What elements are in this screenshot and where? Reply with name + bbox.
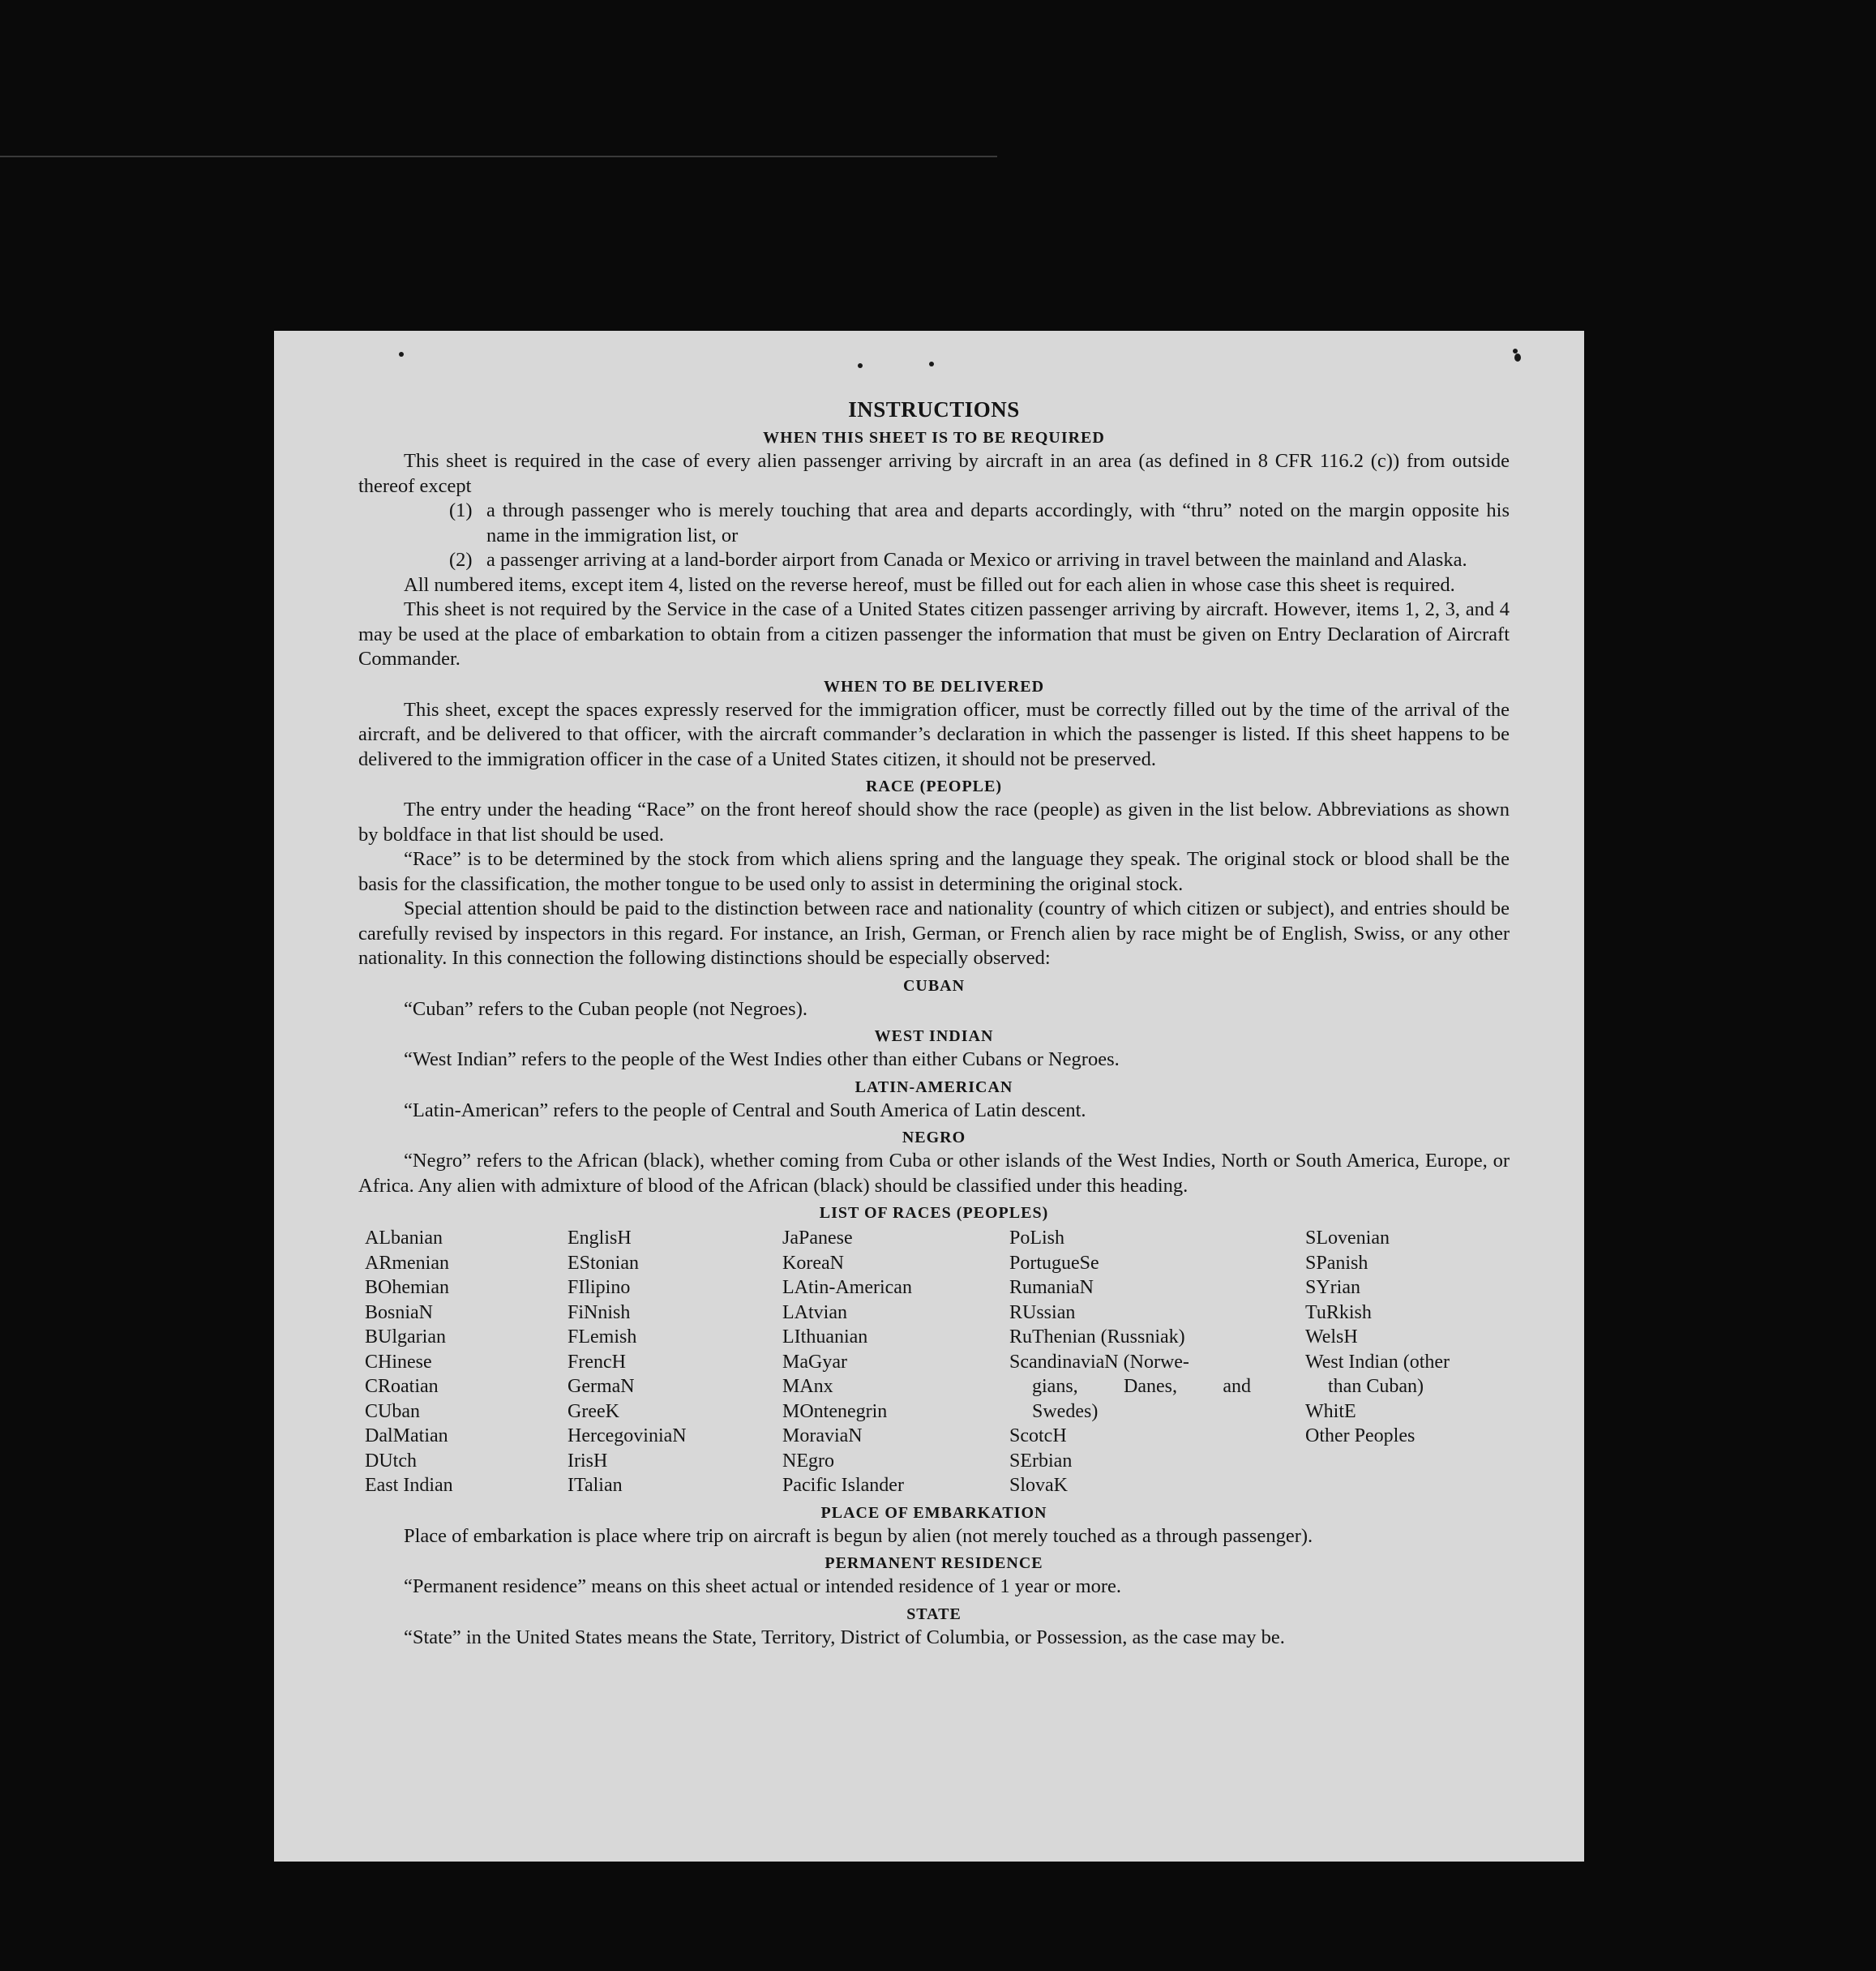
race-entry: DUtch bbox=[365, 1450, 417, 1472]
list-item bbox=[449, 499, 1510, 548]
race-entry: ScotcH bbox=[1009, 1425, 1067, 1446]
race-entry: EStonian bbox=[568, 1252, 639, 1274]
heading-race: RACE (PEOPLE) bbox=[866, 778, 1002, 795]
race-entry: WhitE bbox=[1305, 1400, 1356, 1422]
race-entry: SLovenian bbox=[1305, 1228, 1390, 1249]
race-entry: KoreaN bbox=[782, 1252, 844, 1274]
paragraph: The entry under the heading “Race” on the front hereof should show the race (people) as given in the list below. Abbreviations as shown by boldface in that list should be used. bbox=[358, 799, 1510, 846]
heading-negro: NEGRO bbox=[902, 1129, 966, 1146]
speck bbox=[858, 363, 863, 368]
race-entry: LIthuanian bbox=[782, 1326, 868, 1348]
paragraph: This sheet, except the spaces expressly reserved for the immigration officer, must be correctly filled out by the time of the arrival of the aircraft, and be delivered to that officer, with the aircraft commander’s declaration in which the passenger is listed. If this sheet happens to be delivered to the immigration officer in the case of a United States citizen, it should not be preserved. bbox=[358, 698, 1510, 770]
race-entry: BosniaN bbox=[365, 1301, 433, 1323]
item-text: a through passenger who is merely touching that area and departs accordingly, with “thru” noted on the margin opposite his name in the immigration list, or bbox=[486, 499, 1510, 546]
heading-list-of-races: LIST OF RACES (PEOPLES) bbox=[819, 1204, 1049, 1222]
race-entry: SPanish bbox=[1305, 1252, 1368, 1274]
paragraph: Place of embarkation is place where trip on aircraft is begun by alien (not merely touched as a through passenger). bbox=[404, 1524, 1313, 1547]
race-entry: GreeK bbox=[568, 1400, 619, 1422]
race-entry: West Indian (other bbox=[1305, 1351, 1450, 1373]
race-entry: LAtvian bbox=[782, 1301, 847, 1323]
heading-west-indian: WEST INDIAN bbox=[874, 1027, 994, 1045]
speck bbox=[929, 362, 934, 366]
paragraph: “Race” is to be determined by the stock from which aliens spring and the language they speak. The original stock or blood shall be the basis for the classification, the mother tongue to be used only to assist in determining the original stock. bbox=[358, 848, 1510, 895]
race-entry: ARmenian bbox=[365, 1252, 449, 1274]
race-entry: MaGyar bbox=[782, 1351, 847, 1373]
race-entry: Other Peoples bbox=[1305, 1425, 1416, 1446]
definition: “Permanent residence” means on this sheet actual or intended residence of 1 year or more. bbox=[404, 1575, 1122, 1597]
paragraph: “Negro” refers to the African (black), whether coming from Cuba or other islands of the West Indies, North or South America, Europe, or Africa. Any alien with admixture of blood of the African (black) should be classified under this heading. bbox=[358, 1150, 1510, 1197]
heading-latin-american: LATIN-AMERICAN bbox=[854, 1078, 1013, 1096]
race-entry: MOntenegrin bbox=[782, 1400, 888, 1422]
race-entry: DalMatian bbox=[365, 1425, 448, 1446]
scan-artifact-line bbox=[0, 156, 997, 157]
race-entry: JaPanese bbox=[782, 1228, 853, 1249]
race-entry: East Indian bbox=[365, 1475, 453, 1496]
paragraph: “State” in the United States means the State, Territory, District of Columbia, or Possession, as the case may be. bbox=[404, 1626, 1285, 1648]
race-entry: FrencH bbox=[568, 1351, 626, 1373]
race-entry: CRoatian bbox=[365, 1376, 439, 1397]
heading-when-delivered: WHEN TO BE DELIVERED bbox=[823, 677, 1045, 696]
race-entry: LAtin-American bbox=[782, 1277, 912, 1298]
page-title: INSTRUCTIONS bbox=[848, 397, 1020, 422]
heading-permanent-residence: PERMANENT RESIDENCE bbox=[824, 1554, 1043, 1572]
definition: “Latin-American” refers to the people of Central and South America of Latin descent. bbox=[404, 1099, 1086, 1121]
race-entry: ScandinaviaN (Norwe- bbox=[1009, 1351, 1189, 1373]
paragraph: This sheet is not required by the Service in the case of a United States citizen passenger arriving by aircraft. However, items 1, 2, 3, and 4 may be used at the place of embarkation to obtain from a citizen passenger the information that must be given on Entry Declaration of Aircraft Commander. bbox=[358, 598, 1510, 670]
race-entry: ITalian bbox=[568, 1475, 623, 1496]
race-entry: RuThenian (Russniak) bbox=[1009, 1326, 1185, 1348]
heading-cuban: CUBAN bbox=[902, 976, 966, 995]
definition: “West Indian” refers to the people of the West Indies other than either Cubans or Negroes. bbox=[404, 1048, 1120, 1070]
definition: “Cuban” refers to the Cuban people (not Negroes). bbox=[404, 997, 807, 1020]
list-item bbox=[449, 548, 1510, 573]
heading-state: STATE bbox=[906, 1605, 962, 1623]
race-entry: FLemish bbox=[568, 1326, 637, 1348]
races-column bbox=[365, 1226, 568, 1498]
race-entry: MoraviaN bbox=[782, 1425, 863, 1446]
races-column bbox=[1305, 1226, 1516, 1498]
race-entry: BOhemian bbox=[365, 1277, 449, 1298]
race-entry: FiNnish bbox=[568, 1301, 631, 1323]
race-entry: HercegoviniaN bbox=[568, 1425, 687, 1446]
race-entry: CUban bbox=[365, 1400, 420, 1422]
race-entry: SErbian bbox=[1009, 1450, 1073, 1472]
race-entry: Pacific Islander bbox=[782, 1475, 904, 1496]
item-number: (2) bbox=[449, 549, 473, 571]
race-entry: IrisH bbox=[568, 1450, 608, 1472]
race-entry: PortugueSe bbox=[1009, 1252, 1099, 1274]
race-entry: than Cuban) bbox=[1328, 1376, 1424, 1397]
race-entry: RumaniaN bbox=[1009, 1277, 1094, 1298]
speck bbox=[399, 352, 404, 357]
paragraph: All numbered items, except item 4, listed on the reverse hereof, must be filled out for each alien in whose case this sheet is required. bbox=[404, 573, 1455, 596]
race-entry: GermaN bbox=[568, 1376, 635, 1397]
race-entry: SlovaK bbox=[1009, 1475, 1068, 1496]
race-entry: CHinese bbox=[365, 1351, 432, 1373]
races-column bbox=[782, 1226, 1009, 1498]
races-column bbox=[568, 1226, 782, 1498]
races-list bbox=[365, 1226, 1510, 1498]
race-entry: Swedes) bbox=[1032, 1400, 1099, 1422]
race-entry: NEgro bbox=[782, 1450, 834, 1472]
race-entry: WelsH bbox=[1305, 1326, 1358, 1348]
race-entry: FIlipino bbox=[568, 1277, 631, 1298]
item-text: a passenger arriving at a land-border airport from Canada or Mexico or arriving in travel between the mainland and Alaska. bbox=[486, 549, 1467, 571]
race-entry: ALbanian bbox=[365, 1228, 443, 1249]
race-entry: TuRkish bbox=[1305, 1301, 1372, 1323]
instruction-sheet bbox=[274, 331, 1584, 1862]
heading-place-of-embarkation: PLACE OF EMBARKATION bbox=[820, 1503, 1047, 1522]
paragraph: This sheet is required in the case of every alien passenger arriving by aircraft in an area (as defined in 8 CFR 116.2 (c)) from outside thereof except bbox=[358, 450, 1510, 497]
race-entry: RUssian bbox=[1009, 1301, 1076, 1323]
race-entry: SYrian bbox=[1305, 1277, 1360, 1298]
heading-when-required: WHEN THIS SHEET IS TO BE REQUIRED bbox=[763, 429, 1105, 447]
race-entry: gians, Danes, and bbox=[1032, 1376, 1251, 1397]
race-entry: EnglisH bbox=[568, 1228, 632, 1249]
race-entry: PoLish bbox=[1009, 1228, 1065, 1249]
speck bbox=[1514, 353, 1521, 362]
races-column bbox=[1009, 1226, 1305, 1498]
paragraph: Special attention should be paid to the distinction between race and nationality (country of which citizen or subject), and entries should be carefully revised by inspectors in this regard. For instance, an Irish, German, or French alien by race might be of English, Swiss, or any other nationality. In this connection the following distinctions should be especially observed: bbox=[358, 898, 1510, 969]
race-entry: MAnx bbox=[782, 1376, 833, 1397]
race-entry: BUlgarian bbox=[365, 1326, 446, 1348]
item-number: (1) bbox=[449, 499, 473, 521]
